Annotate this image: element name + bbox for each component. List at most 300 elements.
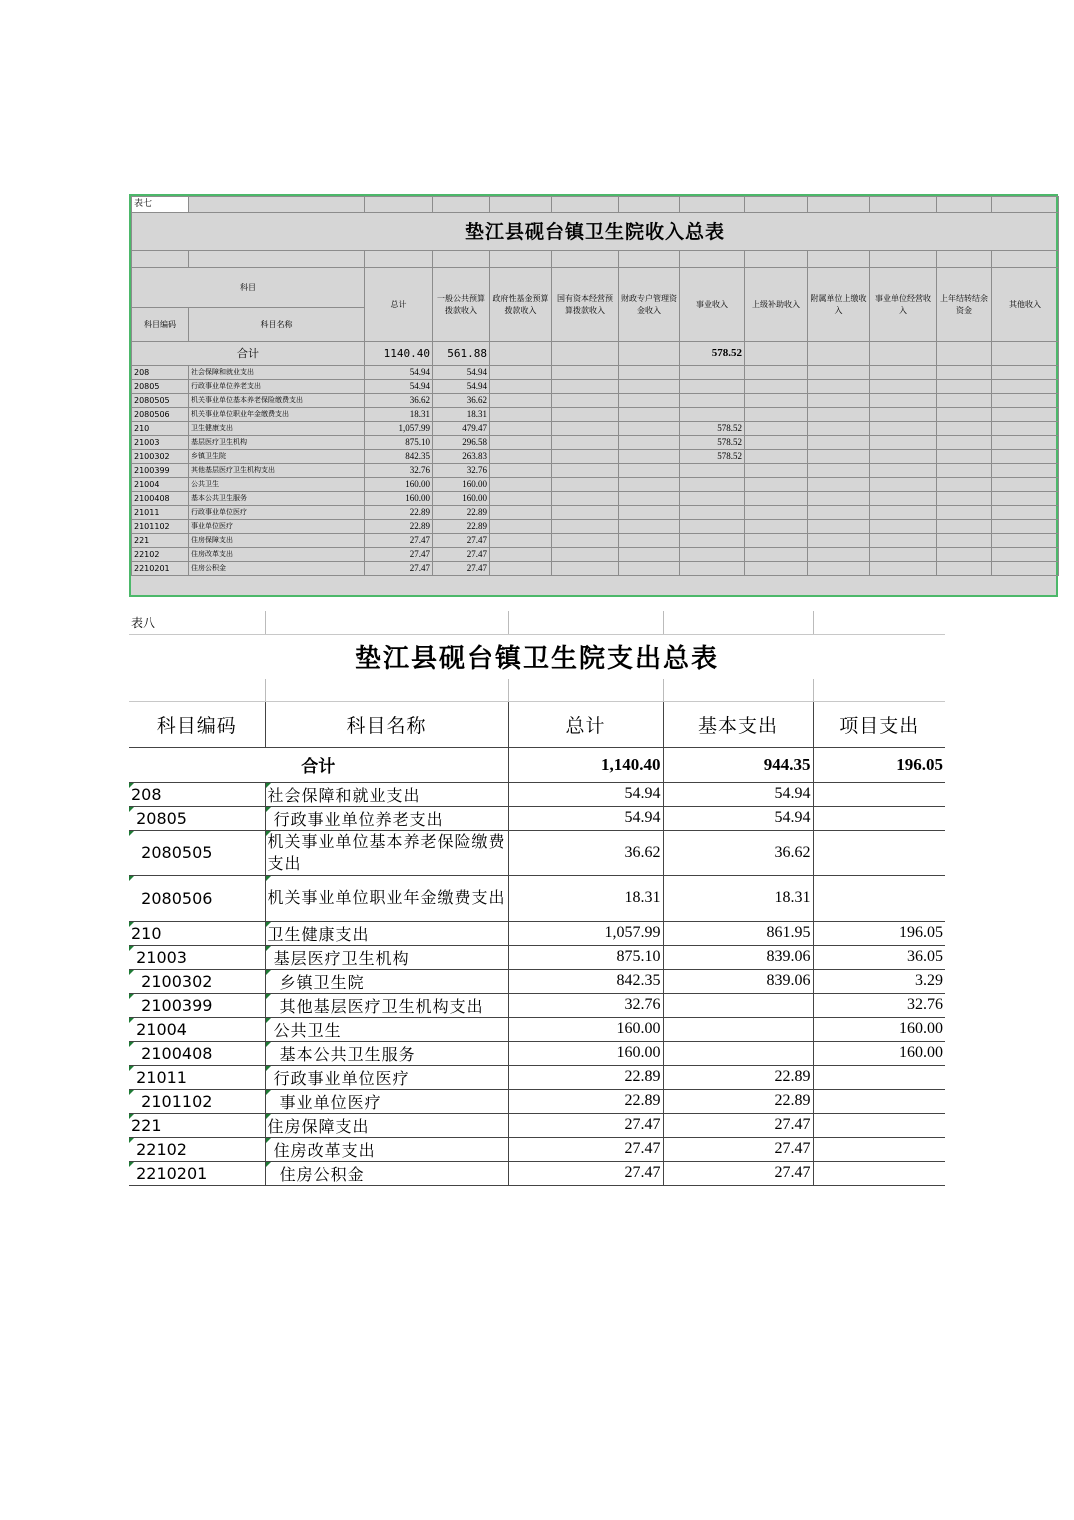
header-name: 科目名称 <box>265 701 508 747</box>
row-code: 21011 <box>129 1065 265 1089</box>
row-code: 2100408 <box>132 492 189 506</box>
row-general: 27.47 <box>433 548 490 562</box>
row-code: 210 <box>132 422 189 436</box>
row-special <box>619 506 680 520</box>
row-basic <box>663 1017 813 1041</box>
row-upper-subsidy <box>745 366 808 380</box>
row-carryover <box>937 506 992 520</box>
header-carryover: 上年结转结余资金 <box>937 268 992 342</box>
row-project: 36.05 <box>813 945 945 969</box>
row-basic <box>663 1041 813 1065</box>
header-affiliated: 附属单位上缴收入 <box>808 268 870 342</box>
row-basic: 839.06 <box>663 969 813 993</box>
row-carryover <box>937 380 992 394</box>
row-code: 20805 <box>129 806 265 830</box>
row-code: 20805 <box>132 380 189 394</box>
row-code: 2080505 <box>132 394 189 408</box>
row-code: 22102 <box>129 1137 265 1161</box>
expense-summary-table <box>129 611 945 1186</box>
row-operating <box>870 436 937 450</box>
row-project <box>813 875 945 921</box>
sum-total: 1140.40 <box>365 342 433 366</box>
header-state-capital: 国有资本经营预算拨款收入 <box>552 268 619 342</box>
row-affiliated <box>808 520 870 534</box>
row-project <box>813 1065 945 1089</box>
row-total: 32.76 <box>365 464 433 478</box>
header-general-budget: 一般公共预算拨款收入 <box>433 268 490 342</box>
row-upper-subsidy <box>745 408 808 422</box>
row-name: 基层医疗卫生机构 <box>265 945 508 969</box>
row-upper-subsidy <box>745 548 808 562</box>
row-total: 160.00 <box>508 1041 663 1065</box>
row-basic: 839.06 <box>663 945 813 969</box>
row-operating <box>870 492 937 506</box>
row-gov-fund <box>490 520 552 534</box>
row-other <box>992 520 1059 534</box>
table-row <box>132 408 1059 422</box>
row-special <box>619 492 680 506</box>
row-name: 社会保障和就业支出 <box>189 366 365 380</box>
row-total: 32.76 <box>508 993 663 1017</box>
header-operating: 事业单位经营收入 <box>870 268 937 342</box>
row-business <box>680 520 745 534</box>
header-code: 科目编码 <box>129 701 265 747</box>
row-project: 32.76 <box>813 993 945 1017</box>
row-special <box>619 562 680 576</box>
row-general: 27.47 <box>433 534 490 548</box>
row-operating <box>870 506 937 520</box>
header-name: 科目名称 <box>189 308 365 342</box>
row-affiliated <box>808 562 870 576</box>
row-state-capital <box>552 394 619 408</box>
row-project <box>813 782 945 806</box>
row-code: 221 <box>129 1113 265 1137</box>
row-carryover <box>937 422 992 436</box>
row-operating <box>870 562 937 576</box>
row-code: 2080505 <box>129 830 265 875</box>
row-name: 行政事业单位养老支出 <box>189 380 365 394</box>
sum-business: 578.52 <box>680 342 745 366</box>
table-row <box>129 1161 945 1185</box>
table-row <box>129 945 945 969</box>
row-upper-subsidy <box>745 478 808 492</box>
row-state-capital <box>552 520 619 534</box>
row-operating <box>870 478 937 492</box>
row-code: 2100399 <box>129 993 265 1017</box>
row-general: 479.47 <box>433 422 490 436</box>
row-operating <box>870 422 937 436</box>
row-gov-fund <box>490 422 552 436</box>
row-name: 行政事业单位医疗 <box>265 1065 508 1089</box>
row-project <box>813 1137 945 1161</box>
row-affiliated <box>808 534 870 548</box>
row-other <box>992 534 1059 548</box>
header-total: 总计 <box>508 701 663 747</box>
row-name: 住房保障支出 <box>265 1113 508 1137</box>
row-total: 22.89 <box>365 520 433 534</box>
row-name: 基层医疗卫生机构 <box>189 436 365 450</box>
row-code: 2210201 <box>132 562 189 576</box>
row-operating <box>870 408 937 422</box>
row-name: 行政事业单位医疗 <box>189 506 365 520</box>
table-row <box>129 1041 945 1065</box>
row-basic: 22.89 <box>663 1065 813 1089</box>
row-name: 机关事业单位基本养老保险缴费支出 <box>265 830 508 875</box>
table-row <box>132 520 1059 534</box>
row-special <box>619 380 680 394</box>
row-name: 公共卫生 <box>189 478 365 492</box>
table-row <box>129 875 945 921</box>
row-affiliated <box>808 450 870 464</box>
table-row <box>132 548 1059 562</box>
row-basic: 36.62 <box>663 830 813 875</box>
row-business <box>680 366 745 380</box>
row-other <box>992 562 1059 576</box>
table-tag: 表七 <box>132 197 189 213</box>
row-state-capital <box>552 492 619 506</box>
row-gov-fund <box>490 436 552 450</box>
table-row <box>129 1065 945 1089</box>
table-row <box>129 1113 945 1137</box>
table-row <box>132 492 1059 506</box>
table-row <box>129 782 945 806</box>
row-special <box>619 450 680 464</box>
row-business: 578.52 <box>680 450 745 464</box>
row-general: 160.00 <box>433 478 490 492</box>
table-row <box>132 562 1059 576</box>
row-total: 54.94 <box>365 366 433 380</box>
row-basic: 27.47 <box>663 1161 813 1185</box>
row-project <box>813 1113 945 1137</box>
row-affiliated <box>808 548 870 562</box>
row-basic: 54.94 <box>663 782 813 806</box>
row-state-capital <box>552 450 619 464</box>
row-other <box>992 366 1059 380</box>
row-gov-fund <box>490 534 552 548</box>
row-upper-subsidy <box>745 380 808 394</box>
row-upper-subsidy <box>745 562 808 576</box>
table-row <box>132 450 1059 464</box>
header-special-account: 财政专户管理资金收入 <box>619 268 680 342</box>
header-other: 其他收入 <box>992 268 1059 342</box>
header-subject: 科目 <box>132 268 365 308</box>
sum-general: 561.88 <box>433 342 490 366</box>
table-row <box>129 1089 945 1113</box>
row-carryover <box>937 436 992 450</box>
row-code: 2210201 <box>129 1161 265 1185</box>
row-special <box>619 436 680 450</box>
row-code: 2101102 <box>132 520 189 534</box>
row-name: 社会保障和就业支出 <box>265 782 508 806</box>
row-carryover <box>937 394 992 408</box>
header-project: 项目支出 <box>813 701 945 747</box>
row-other <box>992 478 1059 492</box>
row-project: 3.29 <box>813 969 945 993</box>
row-name: 住房改革支出 <box>265 1137 508 1161</box>
header-code: 科目编码 <box>132 308 189 342</box>
row-operating <box>870 464 937 478</box>
row-code: 2100302 <box>132 450 189 464</box>
row-state-capital <box>552 422 619 436</box>
row-code: 2101102 <box>129 1089 265 1113</box>
sum-label: 合计 <box>129 747 508 782</box>
row-project <box>813 830 945 875</box>
row-name: 行政事业单位养老支出 <box>265 806 508 830</box>
row-gov-fund <box>490 478 552 492</box>
row-carryover <box>937 464 992 478</box>
row-gov-fund <box>490 506 552 520</box>
row-special <box>619 394 680 408</box>
sum-total: 1,140.40 <box>508 747 663 782</box>
row-project: 160.00 <box>813 1017 945 1041</box>
header-basic: 基本支出 <box>663 701 813 747</box>
row-operating <box>870 450 937 464</box>
row-general: 263.83 <box>433 450 490 464</box>
row-upper-subsidy <box>745 436 808 450</box>
row-total: 27.47 <box>365 548 433 562</box>
row-total: 27.47 <box>365 562 433 576</box>
row-name: 住房保障支出 <box>189 534 365 548</box>
row-name: 卫生健康支出 <box>189 422 365 436</box>
row-basic: 861.95 <box>663 921 813 945</box>
row-general: 32.76 <box>433 464 490 478</box>
row-upper-subsidy <box>745 506 808 520</box>
row-total: 27.47 <box>508 1161 663 1185</box>
row-state-capital <box>552 408 619 422</box>
table-row <box>129 1137 945 1161</box>
header-upper-subsidy: 上级补助收入 <box>745 268 808 342</box>
row-other <box>992 436 1059 450</box>
row-total: 875.10 <box>365 436 433 450</box>
row-business <box>680 492 745 506</box>
row-gov-fund <box>490 366 552 380</box>
row-operating <box>870 394 937 408</box>
row-general: 18.31 <box>433 408 490 422</box>
row-project: 196.05 <box>813 921 945 945</box>
row-gov-fund <box>490 408 552 422</box>
row-total: 54.94 <box>508 782 663 806</box>
row-name: 住房公积金 <box>265 1161 508 1185</box>
row-affiliated <box>808 478 870 492</box>
row-name: 其他基层医疗卫生机构支出 <box>265 993 508 1017</box>
row-gov-fund <box>490 394 552 408</box>
row-state-capital <box>552 506 619 520</box>
table-row <box>132 366 1059 380</box>
row-code: 21003 <box>129 945 265 969</box>
row-other <box>992 408 1059 422</box>
row-name: 住房改革支出 <box>189 548 365 562</box>
row-code: 2100399 <box>132 464 189 478</box>
row-general: 22.89 <box>433 520 490 534</box>
row-code: 221 <box>132 534 189 548</box>
row-other <box>992 492 1059 506</box>
table-row <box>132 436 1059 450</box>
row-other <box>992 380 1059 394</box>
row-name: 机关事业单位职业年金缴费支出 <box>265 875 508 921</box>
row-upper-subsidy <box>745 492 808 506</box>
row-total: 36.62 <box>365 394 433 408</box>
row-project <box>813 1161 945 1185</box>
row-general: 36.62 <box>433 394 490 408</box>
row-carryover <box>937 520 992 534</box>
row-business <box>680 506 745 520</box>
row-upper-subsidy <box>745 422 808 436</box>
row-upper-subsidy <box>745 394 808 408</box>
row-special <box>619 464 680 478</box>
income-summary-table <box>129 194 1058 597</box>
row-general: 22.89 <box>433 506 490 520</box>
row-code: 208 <box>129 782 265 806</box>
row-total: 27.47 <box>508 1113 663 1137</box>
row-total: 842.35 <box>508 969 663 993</box>
table-row <box>132 422 1059 436</box>
row-gov-fund <box>490 380 552 394</box>
row-carryover <box>937 492 992 506</box>
row-name: 卫生健康支出 <box>265 921 508 945</box>
row-name: 其他基层医疗卫生机构支出 <box>189 464 365 478</box>
row-code: 21003 <box>132 436 189 450</box>
row-total: 27.47 <box>508 1137 663 1161</box>
row-business <box>680 380 745 394</box>
row-other <box>992 506 1059 520</box>
row-state-capital <box>552 534 619 548</box>
row-operating <box>870 380 937 394</box>
row-name: 公共卫生 <box>265 1017 508 1041</box>
row-business <box>680 562 745 576</box>
row-affiliated <box>808 464 870 478</box>
row-name: 事业单位医疗 <box>265 1089 508 1113</box>
row-business <box>680 548 745 562</box>
row-state-capital <box>552 464 619 478</box>
row-business: 578.52 <box>680 422 745 436</box>
row-affiliated <box>808 366 870 380</box>
row-carryover <box>937 450 992 464</box>
row-total: 160.00 <box>365 478 433 492</box>
row-state-capital <box>552 478 619 492</box>
row-code: 208 <box>132 366 189 380</box>
row-code: 2080506 <box>129 875 265 921</box>
row-business: 578.52 <box>680 436 745 450</box>
row-other <box>992 548 1059 562</box>
row-affiliated <box>808 492 870 506</box>
row-carryover <box>937 562 992 576</box>
row-gov-fund <box>490 492 552 506</box>
row-other <box>992 450 1059 464</box>
row-special <box>619 548 680 562</box>
row-name: 基本公共卫生服务 <box>265 1041 508 1065</box>
row-affiliated <box>808 436 870 450</box>
table-row <box>129 830 945 875</box>
row-business <box>680 408 745 422</box>
row-gov-fund <box>490 548 552 562</box>
sum-basic: 944.35 <box>663 747 813 782</box>
row-state-capital <box>552 380 619 394</box>
row-basic: 54.94 <box>663 806 813 830</box>
row-special <box>619 366 680 380</box>
row-total: 18.31 <box>508 875 663 921</box>
table-row <box>129 993 945 1017</box>
row-basic: 27.47 <box>663 1137 813 1161</box>
row-operating <box>870 534 937 548</box>
row-code: 210 <box>129 921 265 945</box>
row-affiliated <box>808 408 870 422</box>
row-carryover <box>937 366 992 380</box>
row-name: 住房公积金 <box>189 562 365 576</box>
row-general: 54.94 <box>433 366 490 380</box>
table-row <box>129 806 945 830</box>
sum-label: 合计 <box>132 342 365 366</box>
row-total: 1,057.99 <box>508 921 663 945</box>
row-state-capital <box>552 436 619 450</box>
row-total: 160.00 <box>508 1017 663 1041</box>
row-name: 机关事业单位职业年金缴费支出 <box>189 408 365 422</box>
row-total: 160.00 <box>365 492 433 506</box>
row-upper-subsidy <box>745 450 808 464</box>
table-row <box>129 969 945 993</box>
header-total: 总计 <box>365 268 433 342</box>
row-operating <box>870 520 937 534</box>
row-total: 36.62 <box>508 830 663 875</box>
row-other <box>992 422 1059 436</box>
row-name: 基本公共卫生服务 <box>189 492 365 506</box>
row-total: 54.94 <box>508 806 663 830</box>
row-affiliated <box>808 506 870 520</box>
row-state-capital <box>552 366 619 380</box>
row-other <box>992 464 1059 478</box>
row-special <box>619 422 680 436</box>
row-other <box>992 394 1059 408</box>
row-code: 2100408 <box>129 1041 265 1065</box>
header-business-income: 事业收入 <box>680 268 745 342</box>
row-total: 27.47 <box>365 534 433 548</box>
row-operating <box>870 548 937 562</box>
sum-project: 196.05 <box>813 747 945 782</box>
row-affiliated <box>808 394 870 408</box>
row-business <box>680 394 745 408</box>
row-state-capital <box>552 562 619 576</box>
row-basic <box>663 993 813 1017</box>
row-general: 27.47 <box>433 562 490 576</box>
row-name: 乡镇卫生院 <box>265 969 508 993</box>
table-title: 垫江县砚台镇卫生院收入总表 <box>132 213 1059 251</box>
row-special <box>619 534 680 548</box>
row-affiliated <box>808 380 870 394</box>
row-business <box>680 534 745 548</box>
row-affiliated <box>808 422 870 436</box>
row-total: 22.89 <box>508 1089 663 1113</box>
row-code: 2080506 <box>132 408 189 422</box>
row-basic: 22.89 <box>663 1089 813 1113</box>
row-total: 22.89 <box>508 1065 663 1089</box>
row-special <box>619 478 680 492</box>
row-code: 21004 <box>129 1017 265 1041</box>
row-total: 875.10 <box>508 945 663 969</box>
row-project <box>813 1089 945 1113</box>
row-project: 160.00 <box>813 1041 945 1065</box>
row-total: 22.89 <box>365 506 433 520</box>
row-gov-fund <box>490 464 552 478</box>
table-row <box>129 921 945 945</box>
header-gov-fund: 政府性基金预算拨款收入 <box>490 268 552 342</box>
row-upper-subsidy <box>745 534 808 548</box>
row-upper-subsidy <box>745 520 808 534</box>
table-row <box>132 478 1059 492</box>
table-row <box>132 534 1059 548</box>
row-total: 1,057.99 <box>365 422 433 436</box>
row-total: 18.31 <box>365 408 433 422</box>
row-general: 296.58 <box>433 436 490 450</box>
row-code: 2100302 <box>129 969 265 993</box>
